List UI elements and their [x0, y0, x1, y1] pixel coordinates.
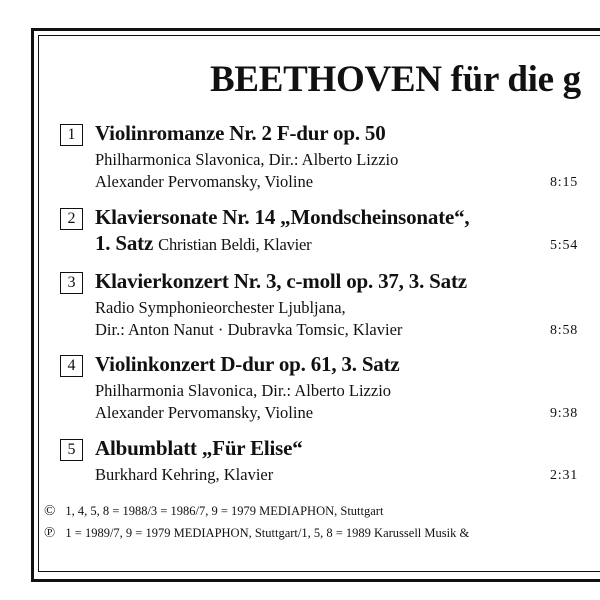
track-duration: 8:15 [550, 175, 579, 190]
track-title: Violinkonzert D-dur op. 61, 3. Satz [95, 352, 400, 376]
copyright-line [44, 503, 383, 520]
album-title: BEETHOVEN für die g [210, 59, 581, 100]
track-duration: 8:58 [550, 323, 579, 338]
track-number-box: 1 [60, 124, 83, 146]
track-duration: 2:31 [550, 468, 579, 483]
track-performer-line: Alexander Pervomansky, Violine [95, 172, 314, 191]
track-duration: 9:38 [550, 406, 579, 421]
track-title-part: 1. Satz [95, 231, 154, 255]
track-performer-line: Philharmonia Slavonica, Dir.: Alberto Lizzio [95, 381, 392, 400]
track-title-continued [95, 231, 311, 256]
track-title: Klavierkonzert Nr. 3, c-moll op. 37, 3. Satz [95, 269, 467, 293]
track-performer-line: Burkhard Kehring, Klavier [95, 465, 274, 484]
track-duration: 5:54 [550, 238, 579, 253]
copyright-icon: © [44, 503, 56, 519]
phonogram-text: 1 = 1989/7, 9 = 1979 MEDIAPHON, Stuttgart/1, 5, 8 = 1989 Karussell Musik & [65, 526, 470, 540]
track-performer-line: Philharmonica Slavonica, Dir.: Alberto Lizzio [95, 150, 399, 169]
copyright-text: 1, 4, 5, 8 = 1988/3 = 1986/7, 9 = 1979 MEDIAPHON, Stuttgart [65, 504, 384, 518]
track-performer-line: Dir.: Anton Nanut · Dubravka Tomsic, Klavier [95, 320, 403, 339]
track-number-box: 3 [60, 272, 83, 294]
track-performer-line: Alexander Pervomansky, Violine [95, 403, 314, 422]
phonogram-line [44, 525, 469, 542]
track-number-box: 2 [60, 208, 83, 230]
phonogram-icon: ℗ [44, 525, 56, 541]
track-title: Klaviersonate Nr. 14 „Mondscheinsonate“, [95, 205, 470, 229]
track-number-box: 5 [60, 439, 83, 461]
track-number-box: 4 [60, 355, 83, 377]
track-title: Albumblatt „Für Elise“ [95, 436, 303, 460]
track-performer-inline: Christian Beldi, Klavier [158, 235, 312, 254]
track-performer-line: Radio Symphonieorchester Ljubljana, [95, 298, 346, 317]
track-title: Violinromanze Nr. 2 F-dur op. 50 [95, 121, 386, 145]
